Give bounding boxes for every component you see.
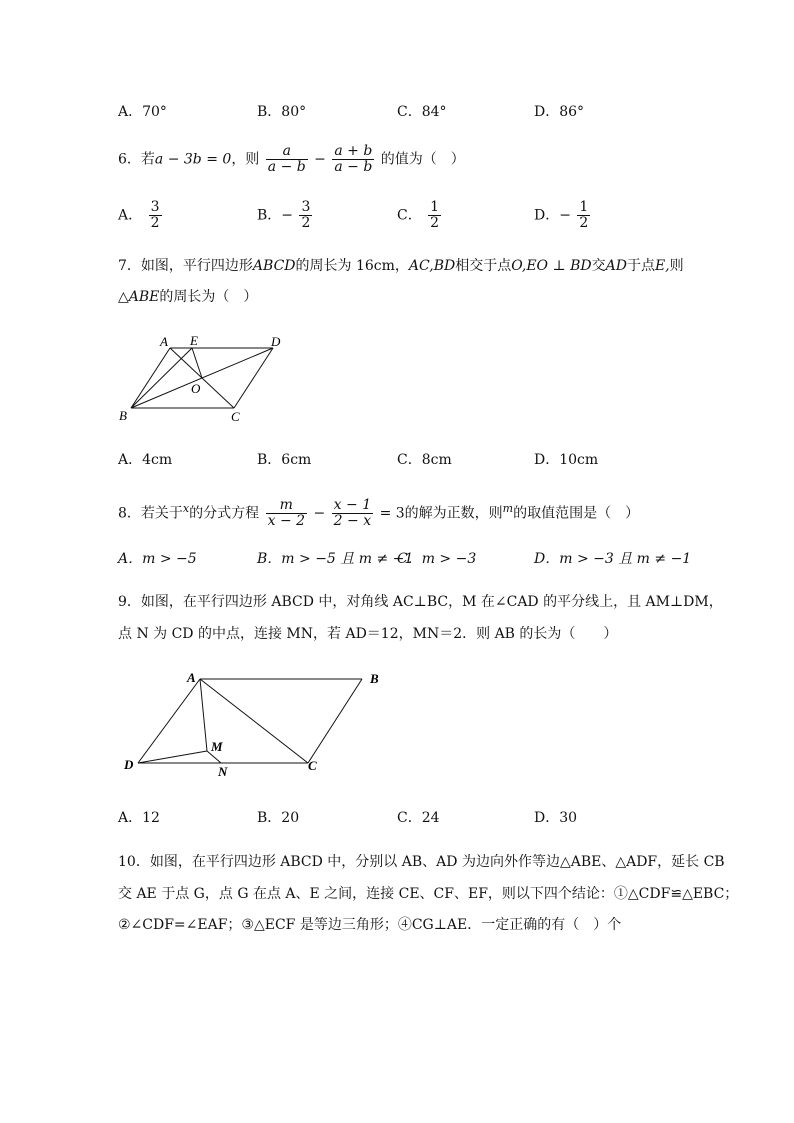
q5-option-c: C．84° <box>397 104 447 120</box>
q8-option-b: B．m > −5 且 m ≠ −1 <box>257 551 414 567</box>
q6-option-c: C． $\frac{1}{2}$ <box>397 199 440 231</box>
q5-option-a: A．70° <box>118 104 167 120</box>
q6-option-a: A． $\frac{3}{2}$ <box>118 199 160 231</box>
q8-option-c: C．m > −3 <box>397 551 477 567</box>
q9-label-n: N <box>218 764 228 779</box>
q9-label-a: A <box>187 670 196 685</box>
q7-label-d: D <box>271 334 281 349</box>
q9-line2: 点 N 为 CD 的中点，连接 MN，若 AD＝12，MN＝2．则 AB 的长为（ ） <box>118 626 618 642</box>
q9-label-d: D <box>124 757 134 772</box>
q9-label-m: M <box>211 739 223 754</box>
q8-question: 8．若关于$^x$的分式方程 $\frac{m}{x - 2}$ − $\frac{x - 1}{2 - x}$ = 3的解为正数，则$^m$的取值范围是（ ） <box>118 497 640 529</box>
q10-line3: ②∠CDF=∠EAF；③△ECF 是等边三角形；④CG⊥AE．一定正确的有（ ）个 <box>118 917 622 933</box>
q6-frac1: $\frac{a}{a - b}$ <box>267 143 306 175</box>
q8-option-d: D．m > −3 且 m ≠ −1 <box>534 551 692 567</box>
q7-label-b: B <box>119 408 127 423</box>
q6-option-d: D．− $\frac{1}{2}$ <box>534 199 589 231</box>
q7-label-e: E <box>190 333 198 348</box>
q9-label-c: C <box>308 758 317 773</box>
q10-line1: 10．如图，在平行四边形 ABCD 中，分别以 AB、AD 为边向外作等边△ABE、△ADF，延长 CB <box>118 854 725 870</box>
q5-option-d: D．86° <box>534 104 585 120</box>
q5-option-b: B．80° <box>257 104 307 120</box>
q9-option-b: B．20 <box>257 810 300 826</box>
q9-option-c: C．24 <box>397 810 440 826</box>
q7-option-b: B．6cm <box>257 452 312 468</box>
q7-figure <box>110 328 300 428</box>
q8-option-a: A．m > −5 <box>118 551 197 567</box>
q6-option-b: B．− $\frac{3}{2}$ <box>257 199 311 231</box>
q10-line2: 交 AE 于点 G，点 G 在点 A、E 之间，连接 CE、CF、EF，则以下四个结论：①△CDF≌△EBC； <box>118 886 739 902</box>
q7-label-c: C <box>231 409 240 424</box>
q9-label-b: B <box>370 671 379 686</box>
q7-option-c: C．8cm <box>397 452 452 468</box>
q6-frac2: $\frac{a + b}{a - b}$ <box>334 143 373 175</box>
q7-line2: △ABE的周长为（ ） <box>118 289 258 305</box>
q7-label-a: A <box>160 334 168 349</box>
q9-line1: 9．如图，在平行四边形 ABCD 中，对角线 AC⊥BC，M 在∠CAD 的平分线上，且 AM⊥DM， <box>118 594 723 610</box>
q6-question: 6．若a − 3b = 0，则 $\frac{a}{a - b}$ − $\frac{a + b}{a - b}$ 的值为（ ） <box>118 143 465 175</box>
q9-option-a: A．12 <box>118 810 160 826</box>
q9-option-d: D．30 <box>534 810 578 826</box>
q7-option-a: A．4cm <box>118 452 173 468</box>
q7-line1: 7．如图，平行四边形ABCD的周长为 16cm，AC,BD相交于点O,EO ⊥ BD交AD于点E,则 <box>118 258 684 274</box>
q7-option-d: D．10cm <box>534 452 599 468</box>
q7-label-o: O <box>191 381 201 396</box>
q9-figure <box>118 665 388 780</box>
